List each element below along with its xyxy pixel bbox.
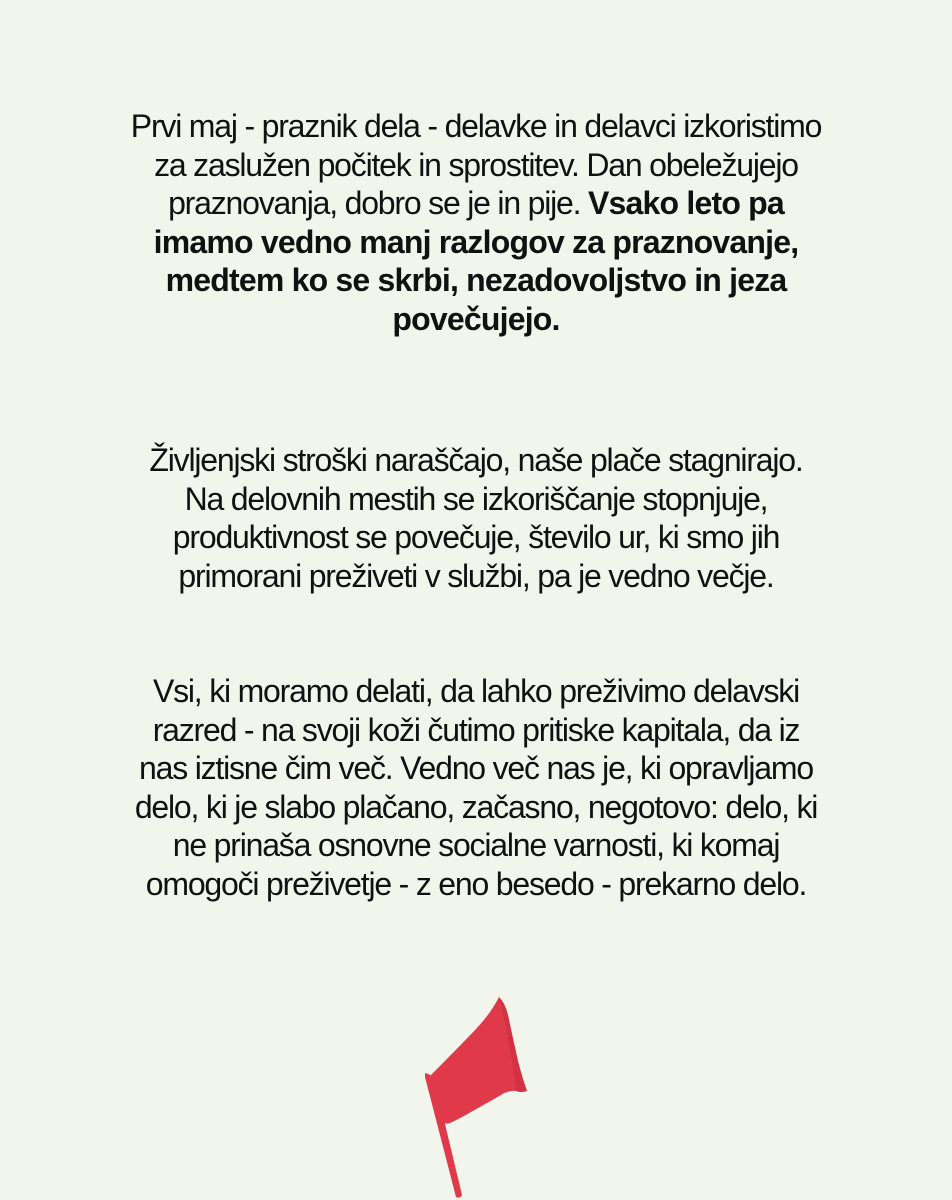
text-line: ne prinaša osnovne socialne varnosti, ki komaj (172, 827, 780, 863)
text-line: produktivnost se povečuje, število ur, ki smo jih (172, 519, 780, 555)
text-line: Vsi, ki moramo delati, da lahko preživimo delavski (152, 673, 800, 709)
paragraph-precarious-work (40, 672, 912, 903)
text-line: razred - na svoji koži čutimo pritiske kapitala, da iz (152, 711, 800, 748)
text-line-bold-part: Vsako leto pa (588, 185, 784, 221)
paragraph-living-costs (40, 441, 912, 595)
text-line-regular-part: praznovanja, dobro se je in pije. (168, 185, 589, 221)
text-line: Življenjski stroški naraščajo, naše plače stagnirajo. (149, 442, 803, 478)
text-line-mixed (40, 184, 912, 223)
text-line: omogoči preživetje - z eno besedo - prekarno delo. (145, 865, 807, 902)
text-line: Na delovnih mestih se izkoriščanje stopnjuje, (184, 480, 768, 517)
red-flag-icon (421, 995, 533, 1200)
text-line: delo, ki je slabo plačano, začasno, negotovo: delo, ki (134, 788, 818, 825)
text-line: za zaslužen počitek in sprostitev. Dan obeležujejo (154, 146, 798, 183)
paragraph-intro (40, 107, 912, 338)
text-line-bold: medtem ko se skrbi, nezadovoljstvo in jeza (165, 262, 787, 298)
text-line: nas iztisne čim več. Vedno več nas je, ki opravljamo (139, 750, 813, 786)
text-line-bold: povečujejo. (392, 300, 560, 337)
text-line: primorani preživeti v službi, pa je vedno večje. (178, 557, 774, 594)
text-line-bold: imamo vedno manj razlogov za praznovanje, (153, 223, 799, 260)
text-line: Prvi maj - praznik dela - delavke in delavci izkoristimo (130, 108, 822, 144)
